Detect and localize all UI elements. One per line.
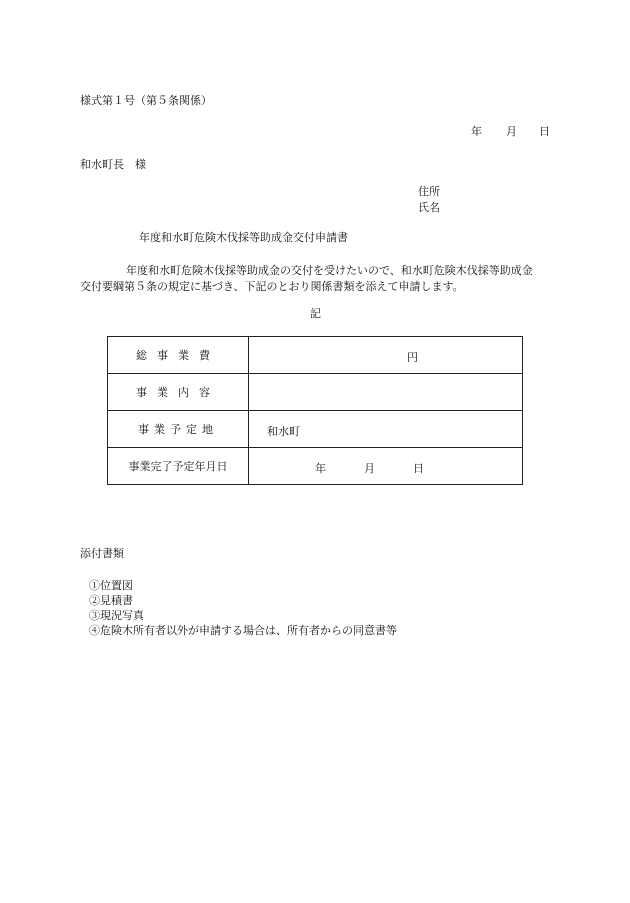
table-row	[108, 448, 523, 485]
list-item: ②見積書	[89, 594, 133, 607]
body-line-2: 交付要綱第５条の規定に基づき、下記のとおり関係書類を添えて申請します。	[80, 280, 464, 293]
body-paragraph	[80, 263, 560, 295]
attachments-heading: 添付書類	[80, 547, 124, 560]
completion-date-field[interactable]	[249, 448, 523, 485]
address-label: 住所	[418, 185, 440, 198]
total-cost-field[interactable]	[249, 337, 523, 374]
ki-mark: 記	[310, 307, 321, 320]
form-number: 様式第１号（第５条関係）	[80, 94, 212, 107]
completion-day-label: 日	[413, 462, 424, 475]
project-site-label: 事業予定地	[108, 411, 249, 448]
date-line	[471, 126, 550, 139]
document-title: 年度和水町危険木伐採等助成金交付申請書	[139, 231, 348, 244]
site-value: 和水町	[267, 425, 300, 438]
table-row	[108, 337, 523, 374]
body-line-1: 年度和水町危険木伐採等助成金の交付を受けたいので、和水町危険木伐採等助成金	[126, 264, 533, 277]
list-item: ③現況写真	[89, 609, 144, 622]
completion-month-label: 月	[364, 462, 375, 475]
date-month-label: 月	[506, 125, 517, 138]
project-content-field[interactable]	[249, 374, 523, 411]
addressee: 和水町長 様	[80, 158, 146, 171]
completion-year-label: 年	[315, 462, 326, 475]
yen-unit: 円	[407, 351, 418, 364]
list-item: ①位置図	[89, 579, 133, 592]
total-cost-label: 総事業費	[108, 337, 249, 374]
application-table	[107, 336, 523, 485]
date-year-label: 年	[471, 125, 482, 138]
name-label: 氏名	[418, 201, 440, 214]
project-site-field[interactable]	[249, 411, 523, 448]
attachments-list	[89, 578, 397, 638]
table-row	[108, 374, 523, 411]
date-day-label: 日	[539, 125, 550, 138]
completion-date-label: 事業完了予定年月日	[108, 448, 249, 485]
table-row	[108, 411, 523, 448]
list-item: ④危険木所有者以外が申請する場合は、所有者からの同意書等	[89, 624, 397, 637]
project-content-label: 事業内容	[108, 374, 249, 411]
